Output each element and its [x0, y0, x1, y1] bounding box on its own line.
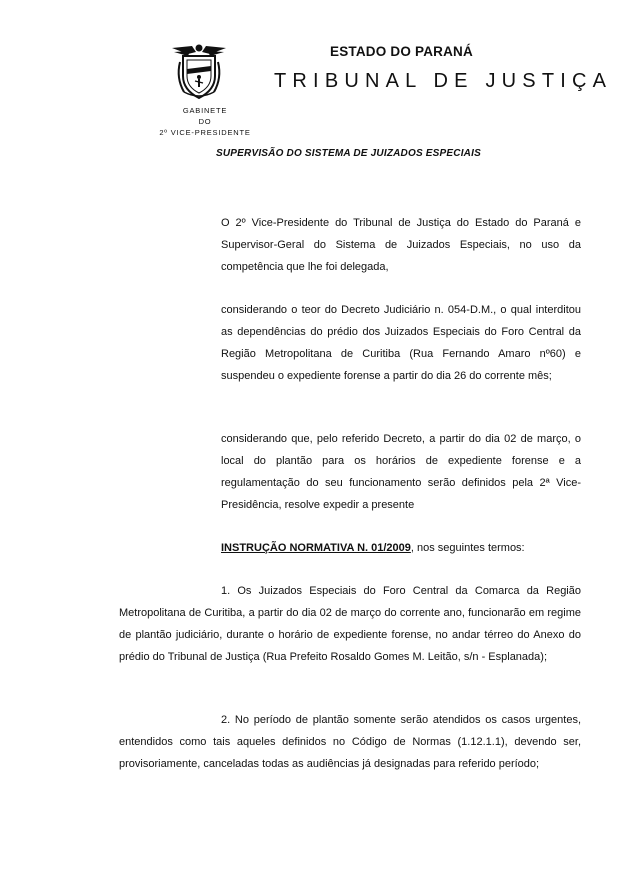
paragraph-considering-2: considerando que, pelo referido Decreto, a partir do dia 02 de março, o local do plantão para os horários de expediente forense e a regulamentação do seu funcionamento serão definidos pela 2ª Vice-Presidência, resolve expedir a presente [221, 433, 581, 511]
office-line-2: DO [198, 117, 212, 126]
supervision-heading: SUPERVISÃO DO SISTEMA DE JUIZADOS ESPECIAIS [216, 148, 481, 159]
coat-of-arms-icon [170, 42, 228, 102]
paragraph-preamble: O 2º Vice-Presidente do Tribunal de Justiça do Estado do Paraná e Supervisor-Geral do Sistema de Juizados Especiais, no uso da competência que lhe foi delegada, [221, 217, 581, 273]
instruction-suffix: , nos seguintes termos: [410, 542, 525, 554]
office-line-1: GABINETE [182, 106, 228, 115]
paragraph-considering-1: considerando o teor do Decreto Judiciário n. 054-D.M., o qual interditou as dependências do prédio dos Juizados Especiais do Foro Central da Região Metropolitana de Curitiba (Rua Fernando Amaro nº60) e suspendeu o expediente forense a partir do dia 26 do corrente mês; [221, 304, 581, 382]
state-name: ESTADO DO PARANÁ [330, 44, 473, 59]
item-1: 1. Os Juizados Especiais do Foro Central da Comarca da Região Metropolitana de Curitiba, a partir do dia 02 de março do corrente ano, funcionarão em regime de plantão judiciário, durante o horário de expediente forense, no andar térreo do Anexo do prédio do Tribunal de Justiça (Rua Prefeito Rosaldo Gomes M. Leitão, s/n - Esplanada); [119, 585, 581, 663]
instruction-title: INSTRUÇÃO NORMATIVA N. 01/2009 [221, 542, 411, 554]
office-label [150, 105, 260, 138]
instruction-line [221, 537, 581, 559]
office-line-3: 2º VICE-PRESIDENTE [159, 128, 251, 137]
item-2: 2. No período de plantão somente serão atendidos os casos urgentes, entendidos como tais aqueles definidos no Código de Normas (1.12.1.1), devendo ser, provisoriamente, canceladas todas as audiências já designadas para referido período; [119, 714, 581, 770]
tribunal-title: TRIBUNAL DE JUSTIÇA [274, 70, 613, 92]
